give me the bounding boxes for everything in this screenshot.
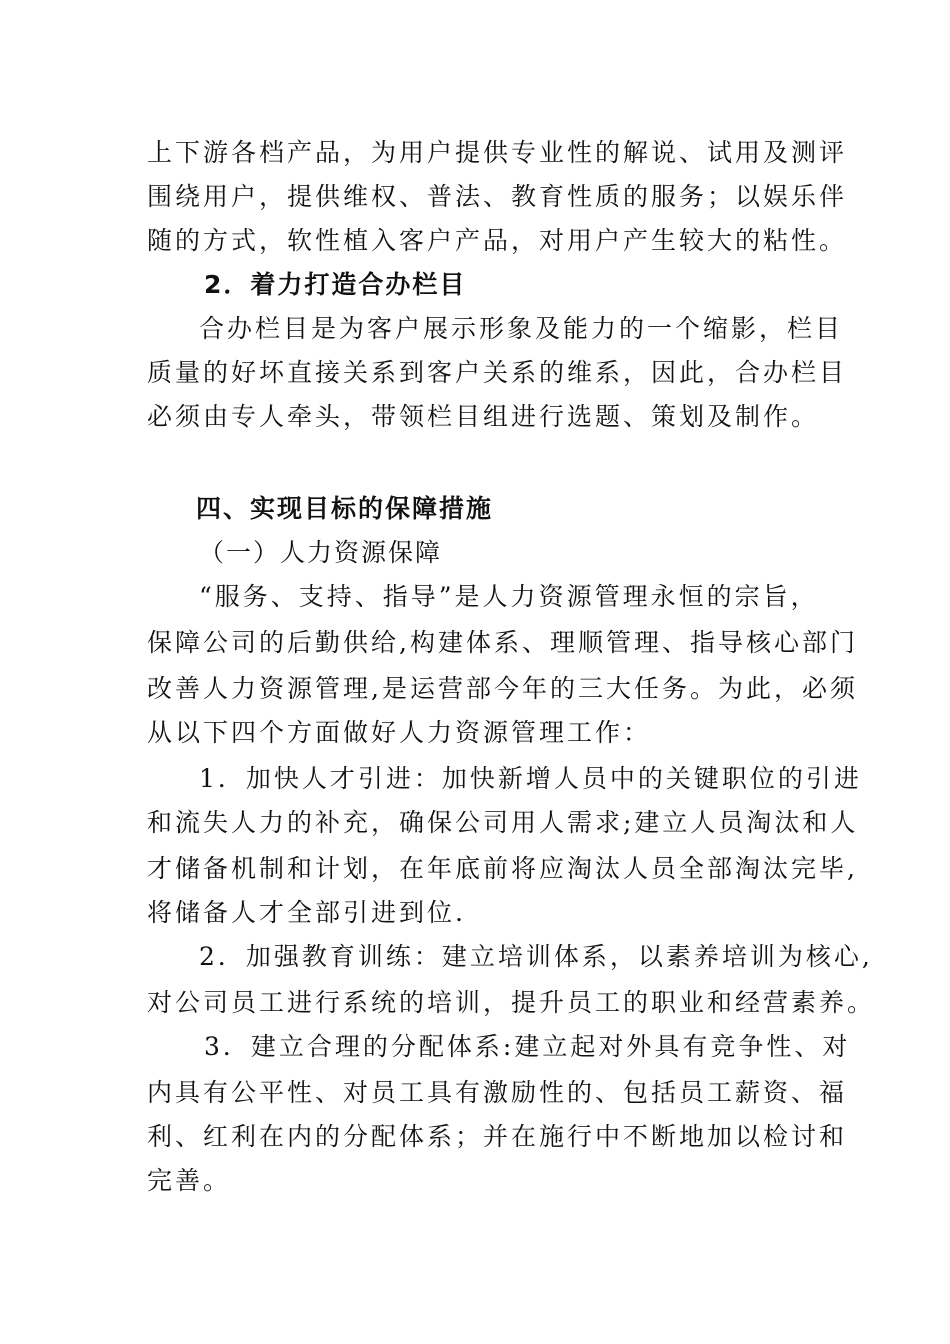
text-line: 对公司员工进行系统的培训，提升员工的职业和经营素养。: [147, 988, 876, 1017]
text-line: 3．建立合理的分配体系:建立起对外具有竞争性、对: [204, 1032, 851, 1061]
subsection-title: （一）人力资源保障: [199, 538, 443, 567]
text-line: 完善。: [147, 1166, 232, 1195]
text-line: 必须由专人牵头，带领栏目组进行选题、策划及制作。: [147, 402, 820, 431]
text-line: 质量的好坏直接关系到客户关系的维系，因此，合办栏目: [147, 358, 848, 387]
text-line: 和流失人力的补充，确保公司用人需求;建立人员淘汰和人: [147, 808, 859, 837]
section-title: 四、实现目标的保障措施: [196, 494, 494, 523]
text-line: 才储备机制和计划，在年底前将应淘汰人员全部淘汰完毕,: [147, 854, 858, 883]
text-line: 上下游各档产品，为用户提供专业性的解说、试用及测评: [147, 138, 848, 167]
text-line: 改善人力资源管理,是运营部今年的三大任务。为此，必须: [147, 674, 858, 703]
heading-joint-columns: 2．着力打造合办栏目: [204, 270, 467, 299]
text-line: 从以下四个方面做好人力资源管理工作：: [147, 718, 652, 747]
text-line: 随的方式，软性植入客户产品，对用户产生较大的粘性。: [147, 226, 848, 255]
text-line: 利、红利在内的分配体系；并在施行中不断地加以检讨和: [147, 1122, 848, 1151]
text-line: 合办栏目是为客户展示形象及能力的一个缩影，栏目: [199, 314, 844, 343]
text-line: 围绕用户，提供维权、普法、教育性质的服务；以娱乐伴: [147, 182, 848, 211]
text-line: 2．加强教育训练：建立培训体系，以素养培训为核心,: [199, 942, 873, 971]
text-line: 将储备人才全部引进到位.: [147, 898, 466, 927]
text-line: “服务、支持、指导”是人力资源管理永恒的宗旨，: [199, 582, 819, 611]
text-line: 1．加快人才引进：加快新增人员中的关键职位的引进: [199, 764, 862, 793]
text-line: 内具有公平性、对员工具有激励性的、包括员工薪资、福: [147, 1078, 848, 1107]
text-line: 保障公司的后勤供给,构建体系、理顺管理、指导核心部门: [147, 628, 858, 657]
